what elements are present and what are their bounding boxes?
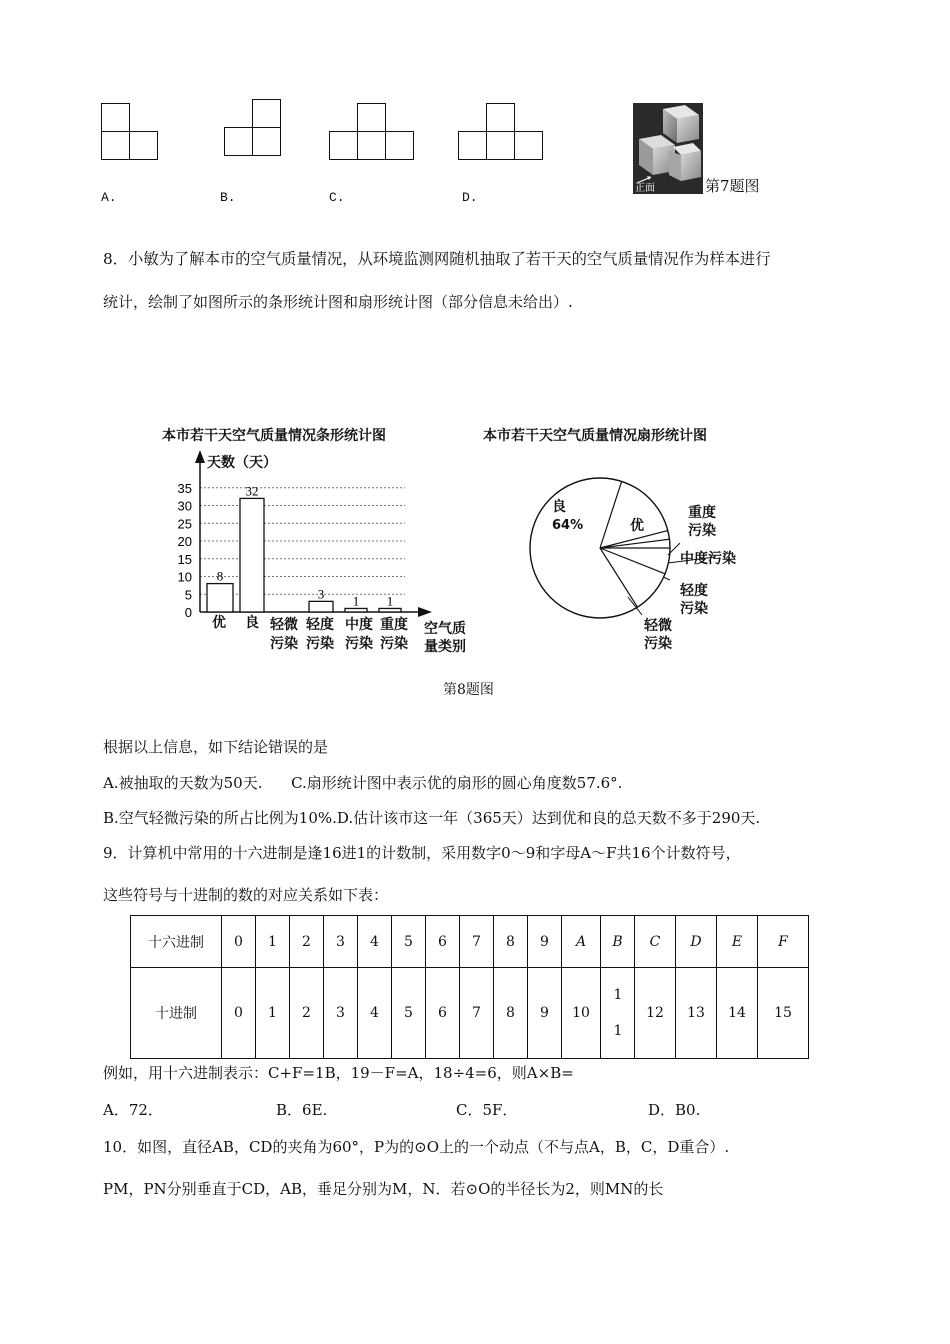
- q8-line1: 8．小敏为了解本市的空气质量情况，从环境监测网随机抽取了若干天的空气质量情况作为样本进行: [103, 250, 771, 268]
- q9-option-b: B．6E.: [276, 1101, 328, 1119]
- q7-d-square: [486, 103, 515, 132]
- hex-cell: D: [676, 916, 717, 968]
- pie-label-line: 污染: [644, 636, 672, 652]
- bar-chart-ylabel: 天数（天）: [207, 455, 277, 471]
- bar-category-line: 污染: [345, 636, 373, 652]
- bar-value-label: 32: [245, 483, 259, 499]
- dec-cell: 13: [676, 968, 717, 1059]
- bar-y-axis-arrow: [195, 450, 205, 463]
- q7-b-square: [252, 99, 281, 128]
- bar-category-line: 污染: [306, 636, 334, 652]
- q7-a-square: [129, 131, 158, 160]
- q7-a-square: [101, 103, 130, 132]
- q7-front-label: 正面: [635, 183, 655, 194]
- bar-ytick-label: 25: [177, 516, 192, 532]
- hex-cell: 5: [392, 916, 426, 968]
- bar-category-label: [380, 616, 408, 654]
- bar-category-line: 重度: [380, 617, 408, 633]
- bar-ytick-label: 15: [177, 551, 192, 567]
- bar-chart-xlabel: [424, 620, 466, 656]
- dec-row-header: 十进制: [131, 968, 222, 1059]
- dec-cell: 15: [758, 968, 809, 1059]
- dec-cell: 1: [256, 968, 290, 1059]
- q7-a-square: [101, 131, 130, 160]
- bar-category-label: [345, 616, 373, 654]
- q7-option-c: C.: [329, 190, 345, 205]
- dec-cell: 14: [717, 968, 758, 1059]
- bar: [309, 601, 333, 612]
- q10-line1: 10．如图，直径AB，CD的夹角为60°，P为的⊙O上的一个动点（不与点A，B，C，D重合）.: [103, 1138, 730, 1156]
- bar-chart-xlabel-line2: 量类别: [424, 639, 466, 655]
- pie-label-zhongdu: 中度污染: [680, 551, 736, 567]
- pie-label-line: 重度: [688, 505, 716, 521]
- bar-ytick-label: 10: [177, 569, 192, 585]
- bar: [379, 608, 401, 612]
- hex-cell: 7: [460, 916, 494, 968]
- q8-figure-caption: 第8题图: [443, 682, 494, 698]
- dec-cell: 8: [494, 968, 528, 1059]
- bar-category-line: 良: [245, 615, 259, 631]
- dec-cell: 3: [324, 968, 358, 1059]
- q7-option-d: D.: [462, 190, 478, 205]
- bar-category-label: [212, 614, 226, 633]
- q7-b-square: [252, 127, 281, 156]
- q9-example: 例如，用十六进制表示：C+F=1B，19－F=A，18÷4=6，则A×B=: [103, 1064, 574, 1082]
- q8-option-line2: B.空气轻微污染的所占比例为10%.D.估计该市这一年（365天）达到优和良的总天数不多于290天.: [103, 809, 761, 827]
- pie-label-line: 污染: [680, 601, 708, 617]
- pie-label-you: 优: [630, 518, 644, 534]
- hex-cell: B: [601, 916, 635, 968]
- q9-line2: 这些符号与十进制的数的对应关系如下表：: [103, 886, 389, 904]
- bar-ytick-label: 5: [184, 587, 192, 603]
- hex-cell: E: [717, 916, 758, 968]
- bar-ytick-label: 30: [177, 498, 192, 514]
- hex-cell: 2: [290, 916, 324, 968]
- q7-d-square: [486, 131, 515, 160]
- q7-d-square: [458, 131, 487, 160]
- pie-label-liang-percent: 64%: [552, 518, 584, 533]
- bar-category-line: 中度: [345, 617, 373, 633]
- bar-value-label: 1: [386, 593, 394, 609]
- q7-c-square: [357, 131, 386, 160]
- bar-category-line: 轻微: [270, 617, 298, 633]
- hex-cell: 1: [256, 916, 290, 968]
- q10-line2: PM，PN分别垂直于CD，AB，垂足分别为M，N．若⊙O的半径长为2，则MN的长: [103, 1180, 664, 1198]
- hex-cell: A: [562, 916, 601, 968]
- dec-cell: 10: [562, 968, 601, 1059]
- pie-chart-title: 本市若干天空气质量情况扇形统计图: [483, 428, 707, 444]
- q7-option-a: A.: [101, 190, 117, 205]
- q9-option-d: D．B0.: [648, 1101, 701, 1119]
- bar-chart-title: 本市若干天空气质量情况条形统计图: [162, 428, 386, 444]
- q7-option-b: B.: [220, 190, 236, 205]
- hex-cell: 0: [222, 916, 256, 968]
- bar: [240, 498, 264, 612]
- bar-x-axis-arrow: [418, 607, 432, 617]
- bar-category-line: 轻度: [306, 617, 334, 633]
- hex-cell: 9: [528, 916, 562, 968]
- dec-cell: 0: [222, 968, 256, 1059]
- dec-cell: 12: [635, 968, 676, 1059]
- dec-cell: 4: [358, 968, 392, 1059]
- pie-label-line: 轻微: [644, 618, 672, 634]
- dec-cell: 9: [528, 968, 562, 1059]
- pie-label-line: 污染: [688, 523, 716, 539]
- q7-c-square: [329, 131, 358, 160]
- bar-value-label: 3: [317, 586, 325, 602]
- bar-category-label: [270, 616, 298, 654]
- bar-value-label: 8: [216, 568, 224, 584]
- pie-label-qingdu: [680, 582, 708, 618]
- q7-c-square: [385, 131, 414, 160]
- bar-chart-xlabel-line1: 空气质: [424, 621, 466, 637]
- dec-cell: 6: [426, 968, 460, 1059]
- dec-cell-eleven: 11: [613, 987, 623, 1039]
- bar-ytick-label: 20: [177, 534, 192, 549]
- q7-c-square: [357, 103, 386, 132]
- q7-cube-photo: [633, 103, 703, 194]
- bar-category-line: 优: [212, 615, 226, 631]
- bar-value-label: 1: [352, 593, 360, 609]
- q7-b-square: [224, 127, 253, 156]
- bar-category-label: [306, 616, 334, 654]
- bar-ytick-label: 35: [177, 480, 192, 496]
- pie-label-zhongdu-wuran: [688, 504, 716, 540]
- pie-label-line: 轻度: [680, 583, 708, 599]
- pie-label-liang: 良: [552, 499, 566, 515]
- dec-cell: 2: [290, 968, 324, 1059]
- bar-ytick-label: 0: [184, 605, 192, 620]
- hex-table: [130, 915, 809, 1059]
- hex-cell: 4: [358, 916, 392, 968]
- bar-category-label: [245, 614, 259, 633]
- q9-option-c: C．5F．: [456, 1101, 518, 1119]
- hex-cell: 3: [324, 916, 358, 968]
- q8-line2: 统计，绘制了如图所示的条形统计图和扇形统计图（部分信息未给出）.: [103, 293, 573, 311]
- bar-category-line: 污染: [270, 636, 298, 652]
- q7-d-square: [514, 131, 543, 160]
- bar-category-line: 污染: [380, 636, 408, 652]
- q9-line1: 9．计算机中常用的十六进制是逢16进1的计数制，采用数字0～9和字母A～F共16个计数符号，: [103, 844, 741, 862]
- pie-label-qingwei: [644, 617, 672, 653]
- dec-cell: 5: [392, 968, 426, 1059]
- q8-option-line1: A.被抽取的天数为50天. C.扇形统计图中表示优的扇形的圆心角度数57.6°.: [103, 774, 623, 792]
- q7-figure-caption: 第7题图: [705, 177, 760, 195]
- hex-cell: 8: [494, 916, 528, 968]
- hex-row-header: 十六进制: [131, 916, 222, 968]
- bar: [207, 584, 233, 612]
- hex-cell: 6: [426, 916, 460, 968]
- bar: [345, 608, 367, 612]
- hex-cell: C: [635, 916, 676, 968]
- dec-cell: [601, 968, 635, 1059]
- q8-prompt: 根据以上信息，如下结论错误的是: [103, 738, 329, 756]
- pie-leader-line: [663, 577, 670, 580]
- q9-option-a: A．72．: [103, 1101, 163, 1119]
- dec-cell: 7: [460, 968, 494, 1059]
- hex-cell: F: [758, 916, 809, 968]
